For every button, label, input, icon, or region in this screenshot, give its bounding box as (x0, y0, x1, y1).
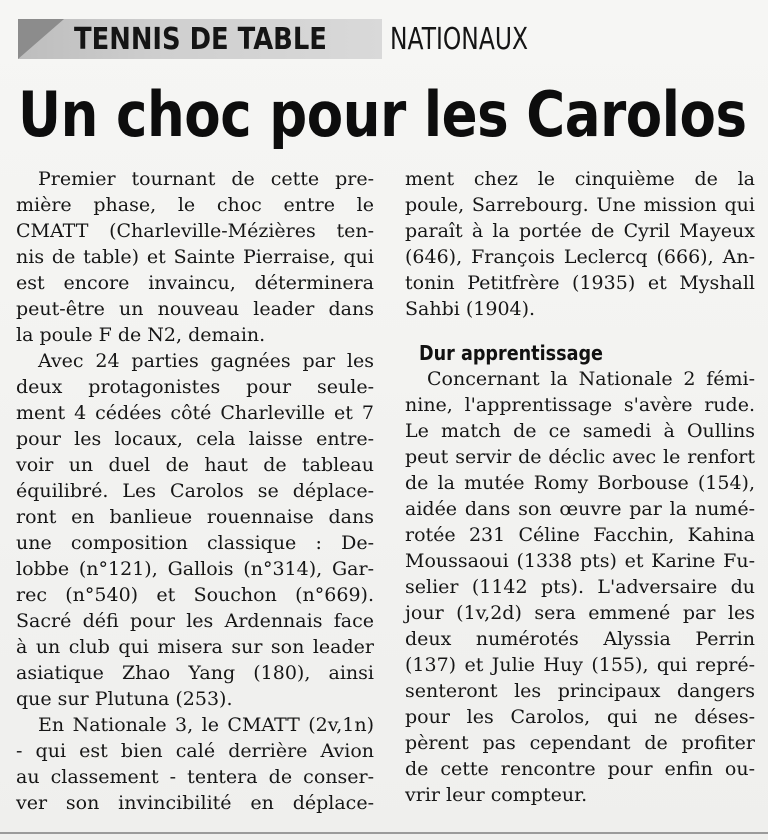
text-line: deux numérotés Alyssia Perrin (405, 628, 755, 650)
text-line: Premier tournant de cette pre- (38, 168, 374, 190)
text-line: selier (1142 pts). L'adversaire du (405, 576, 755, 598)
text-line: jour (1v,2d) sera emmené par les (405, 602, 755, 624)
section-kicker (18, 16, 567, 62)
kicker-band (18, 19, 382, 59)
text-line: rec (n°540) et Souchon (n°669). (16, 584, 374, 606)
text-line: rotée 231 Céline Facchin, Kahina (405, 524, 755, 546)
text-line: lobbe (n°121), Gallois (n°314), Gar- (16, 558, 374, 580)
text-line: vrir leur compteur. (405, 784, 588, 806)
text-line: ment 4 cédées côté Charleville et 7 (16, 402, 374, 424)
text-line: nis de table) et Sainte Pierraise, qui (16, 246, 374, 268)
text-line: de la mutée Romy Borbouse (154), (405, 472, 755, 494)
text-line: nine, l'apprentissage s'avère rude. (405, 394, 755, 416)
text-line: pèrent pas cependant de profiter (405, 732, 755, 754)
kicker-main: TENNIS DE TABLE (74, 21, 327, 57)
headline: Un choc pour les Carolos (18, 78, 747, 151)
right-column (405, 166, 755, 808)
left-column (16, 166, 374, 816)
text-line: de cette rencontre pour enfin ou- (405, 758, 755, 780)
text-line: ront en banlieue rouennaise dans (16, 506, 374, 528)
text-line: (137) et Julie Huy (155), qui repré- (405, 654, 755, 676)
text-line: peut-être un nouveau leader dans (16, 298, 374, 320)
text-line: est encore invaincu, déterminera (16, 272, 374, 294)
text-line: paraît à la portée de Cyril Mayeux (405, 220, 755, 242)
text-line: une composition classique : De- (16, 532, 374, 554)
text-line: ver son invincibilité en déplace- (16, 792, 374, 814)
bottom-rule (0, 832, 768, 834)
text-line: pour les Carolos, qui ne déses- (405, 706, 755, 728)
text-line: - qui est bien calé derrière Avion (16, 740, 374, 762)
text-line: asiatique Zhao Yang (180), ainsi (16, 662, 374, 684)
text-line: Concernant la Nationale 2 fémi- (427, 368, 755, 390)
text-line: senteront les principaux dangers (405, 680, 755, 702)
text-line: poule, Sarrebourg. Une mission qui (405, 194, 755, 216)
text-line: En Nationale 3, le CMATT (2v,1n) (38, 714, 374, 736)
paragraph-1 (16, 166, 374, 348)
text-line: Le match de ce samedi à Oullins (405, 420, 755, 442)
text-line: la poule F de N2, demain. (16, 324, 266, 346)
text-line: mière phase, le choc entre le (16, 194, 374, 216)
text-line: voir un duel de haut de tableau (16, 454, 374, 476)
text-line: Sacré défi pour les Ardennais face (16, 610, 374, 632)
text-line: (646), François Leclercq (666), An- (405, 246, 755, 268)
text-line: tonin Petitfrère (1935) et Myshall (405, 272, 755, 294)
text-line: ment chez le cinquième de la (405, 168, 755, 190)
text-line: à un club qui misera sur son leader (16, 636, 374, 658)
subheading: Dur apprentissage (419, 341, 603, 365)
text-line: équilibré. Les Carolos se déplace- (16, 480, 374, 502)
text-line: CMATT (Charleville-Mézières ten- (16, 220, 374, 242)
text-line: que sur Plutuna (253). (16, 688, 233, 710)
text-line: aidée dans son œuvre par la numé- (405, 498, 755, 520)
paragraph-3 (16, 712, 374, 816)
text-line: peut servir de déclic avec le renfort (405, 446, 755, 468)
kicker-sub: NATIONAUX (390, 21, 529, 57)
paragraph-2 (16, 348, 374, 712)
paragraph-4 (405, 366, 755, 808)
text-line: au classement - tentera de conser- (16, 766, 374, 788)
text-line: Avec 24 parties gagnées par les (38, 350, 374, 372)
text-line: Moussaoui (1338 pts) et Karine Fu- (405, 550, 755, 572)
paragraph-3-continued (405, 166, 755, 322)
text-line: pour les locaux, cela laisse entre- (16, 428, 374, 450)
text-line: Sahbi (1904). (405, 298, 536, 320)
kicker-triangle-decoration (18, 19, 64, 59)
text-line: deux protagonistes pour seule- (16, 376, 374, 398)
